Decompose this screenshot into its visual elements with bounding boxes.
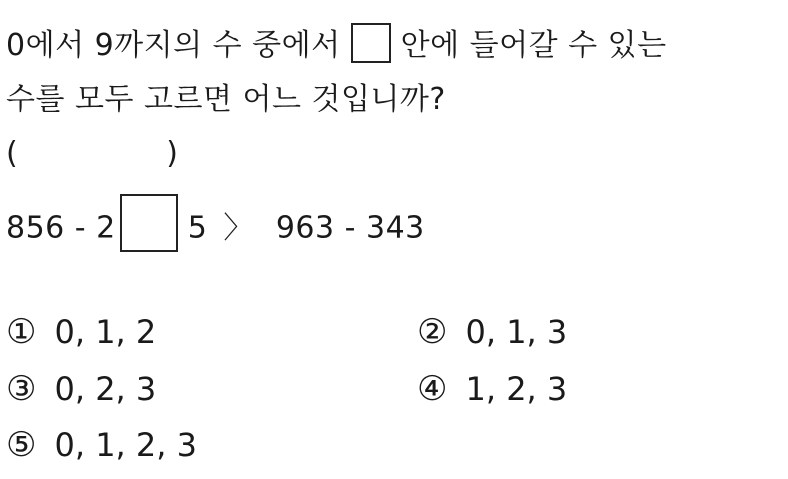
question-line-1 [6, 26, 667, 67]
inequality [6, 200, 425, 258]
choice-marker: ② [417, 312, 448, 352]
choice-marker: ④ [417, 369, 448, 409]
blank-box [351, 23, 391, 63]
choice-text: 0, 2, 3 [54, 370, 157, 408]
choice-text: 0, 1, 2, 3 [54, 426, 197, 464]
inequality-left-prefix: 856 - 2 [6, 210, 116, 246]
answer-parentheses [6, 134, 178, 174]
choice-5[interactable] [6, 424, 197, 466]
question-text-line2: 수를 모두 고르면 어느 것입니까? [6, 82, 446, 117]
question-text-part2: 안에 들어갈 수 있는 [400, 28, 667, 63]
question-line-2 [6, 80, 446, 120]
choice-3[interactable] [6, 368, 156, 410]
inequality-blank-box [120, 194, 178, 252]
choice-marker: ③ [6, 369, 37, 409]
inequality-left-suffix: 5 [187, 210, 208, 246]
paren-close: ) [166, 136, 179, 171]
choice-2[interactable] [417, 311, 567, 353]
choice-text: 1, 2, 3 [465, 370, 568, 408]
choice-4[interactable] [417, 368, 567, 410]
choice-1[interactable] [6, 311, 156, 353]
question-text-part1: 0에서 9까지의 수 중에서 [6, 28, 341, 63]
greater-than-symbol: 〉 [223, 210, 254, 246]
choice-text: 0, 1, 2 [54, 313, 157, 351]
choice-marker: ① [6, 312, 37, 352]
choice-text: 0, 1, 3 [465, 313, 568, 351]
inequality-right: 963 - 343 [275, 210, 425, 246]
choice-marker: ⑤ [6, 425, 37, 465]
paren-open: ( [6, 136, 19, 171]
